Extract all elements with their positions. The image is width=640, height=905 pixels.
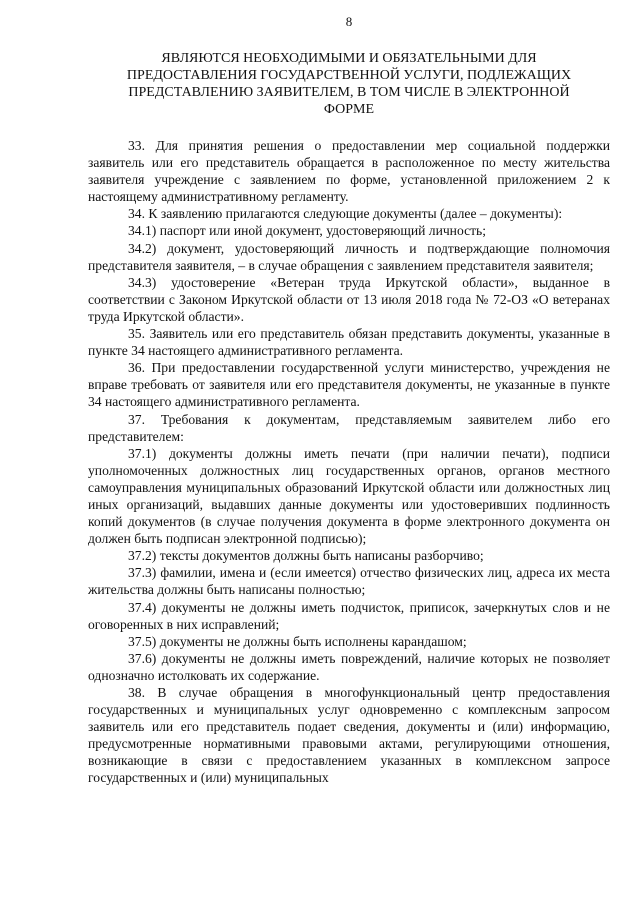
heading-line: ФОРМЕ: [323, 102, 375, 117]
paragraph-37-2: 37.2) тексты документов должны быть написаны разборчиво;: [128, 548, 484, 564]
paragraph-37-3: 37.3) фамилии, имена и (если имеется) отчество физических лиц, адреса их места жительства должны быть написаны полностью;: [88, 565, 610, 598]
paragraph-34-1: 34.1) паспорт или иной документ, удостоверяющий личность;: [128, 223, 487, 239]
paragraph-35: 35. Заявитель или его представитель обязан представить документы, указанные в пункте 34 настоящего административного регламента.: [88, 326, 610, 359]
heading-line: ЯВЛЯЮТСЯ НЕОБХОДИМЫМИ И ОБЯЗАТЕЛЬНЫМИ ДЛЯ: [161, 51, 537, 66]
heading-line: ПРЕДОСТАВЛЕНИЯ ГОСУДАРСТВЕННОЙ УСЛУГИ, ПОДЛЕЖАЩИХ: [126, 68, 572, 83]
paragraph-38: 38. В случае обращения в многофункциональный центр предоставления государственных и муниципальных услуг одновременно с комплексным запросом заявитель или его представитель подает сведения, документы и (или) информацию, предусмотренные нормативными правовыми актами, регулирующими отношения, возникающие в связи с предоставлением указанных в комплексном запросе государственных и (или) муниципальных: [88, 685, 610, 786]
paragraph-36: 36. При предоставлении государственной услуги министерство, учреждения не вправе требовать от заявителя или его представителя документы, не указанные в пункте 34 настоящего административного регламента.: [88, 360, 610, 410]
paragraph-34-2: 34.2) документ, удостоверяющий личность и подтверждающие полномочия представителя заявителя, – в случае обращения с заявлением представителя заявителя;: [88, 240, 610, 273]
page-number: 8: [345, 14, 353, 29]
paragraph-34: 34. К заявлению прилагаются следующие документы (далее – документы):: [128, 206, 563, 222]
section-heading: [88, 50, 610, 118]
paragraph-37: 37. Требования к документам, представляемым заявителем либо его представителем:: [88, 411, 610, 444]
paragraph-37-4: 37.4) документы не должны иметь подчисток, приписок, зачеркнутых слов и не оговоренных в них исправлений;: [88, 599, 610, 632]
paragraph-33: 33. Для принятия решения о предоставлении мер социальной поддержки заявитель или его представитель обращается в расположенное по месту жительства заявителя учреждение с заявлением по форме, установленной приложением 2 к настоящему административному регламенту.: [88, 138, 610, 205]
document-body: [88, 137, 610, 787]
paragraph-37-1: 37.1) документы должны иметь печати (при наличии печати), подписи уполномоченных должностных лиц государственных органов, органов местного самоуправления муниципальных образований Иркутской области или должностных лиц иных организаций, выдавших данные документы или удостоверивших подлинность копий документов (в случае получения документа в форме электронного документа он должен быть подписан электронной подписью);: [88, 445, 610, 547]
paragraph-37-5: 37.5) документы не должны быть исполнены карандашом;: [128, 633, 467, 649]
paragraph-34-3: 34.3) удостоверение «Ветеран труда Иркутской области», выданное в соответствии с Законом Иркутской области от 13 июля 2018 года № 72-ОЗ «О ветеранах труда Иркутской области».: [88, 274, 610, 324]
heading-line: ПРЕДСТАВЛЕНИЮ ЗАЯВИТЕЛЕМ, В ТОМ ЧИСЛЕ В ЭЛЕКТРОННОЙ: [128, 85, 570, 100]
paragraph-37-6: 37.6) документы не должны иметь повреждений, наличие которых не позволяет однозначно истолковать их содержание.: [88, 650, 610, 683]
